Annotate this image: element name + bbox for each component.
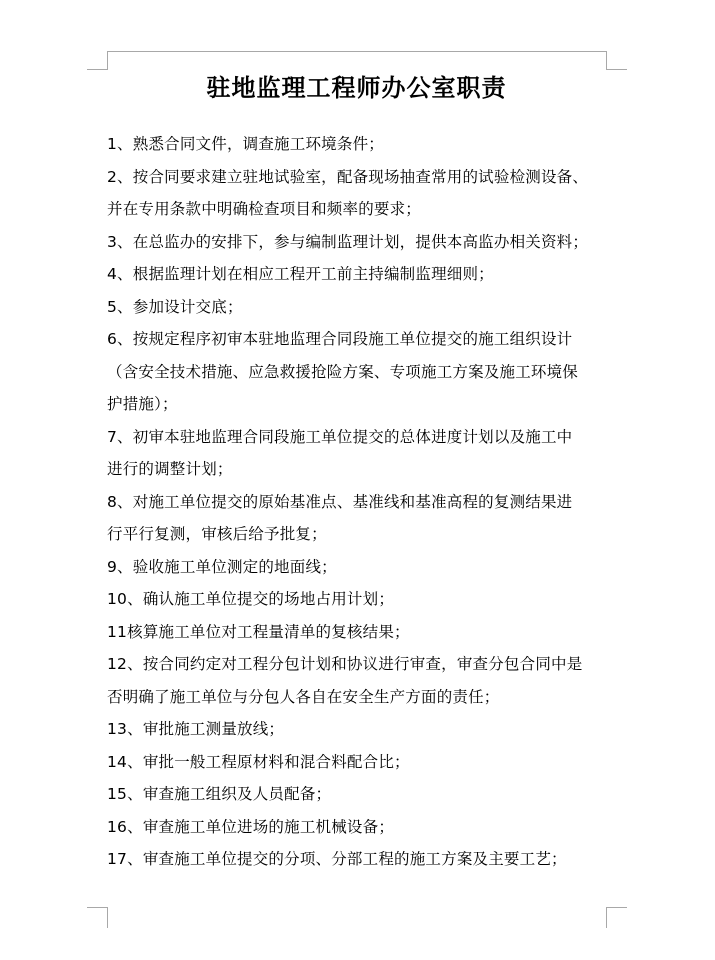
body-line: 否明确了施工单位与分包人各自在安全生产方面的责任； [107,687,500,706]
body-line: 1、熟悉合同文件，调查施工环境条件； [107,135,384,153]
body-line: 4、根据监理计划在相应工程开工前主持编制监理细则； [107,265,494,283]
body-line: 6、按规定程序初审本驻地监理合同段施工单位提交的施工组织设计 [107,330,573,348]
body-line: 并在专用条款中明确检查项目和频率的要求； [107,200,422,218]
body-line: 5、参加设计交底； [107,297,243,316]
margin-corner-bottom-right [606,907,627,928]
body-line: 行平行复测，审核后给予批复； [107,525,327,543]
body-line: 11核算施工单位对工程量清单的复核结果； [107,622,410,641]
body-line: 7、初审本驻地监理合同段施工单位提交的总体进度计划以及施工中 [107,427,573,446]
body-line: 护措施）； [107,395,178,413]
margin-corner-top-right [606,51,627,70]
margin-corner-bottom-left [87,907,108,928]
body-line: 14、审批一般工程原材料和混合料配合比； [107,752,410,771]
body-line: 17、审查施工单位提交的分项、分部工程的施工方案及主要工艺； [107,850,567,868]
body-line: 8、对施工单位提交的原始基准点、基准线和基准高程的复测结果进 [107,492,573,511]
document-body [107,128,617,876]
body-line: 9、验收施工单位测定的地面线； [107,557,337,576]
document-title: 驻地监理工程师办公室职责 [206,73,507,102]
body-line: （含安全技术措施、应急救援抢险方案、专项施工方案及施工环境保 [107,362,579,381]
body-line: 进行的调整计划； [107,460,233,478]
header-margin-line [107,51,606,52]
body-line: 10、确认施工单位提交的场地占用计划； [107,590,395,608]
margin-corner-top-left [87,51,108,70]
body-line: 16、审查施工单位进场的施工机械设备； [107,817,395,836]
body-line: 13、审批施工测量放线； [107,720,285,738]
body-line: 2、按合同要求建立驻地试验室，配备现场抽查常用的试验检测设备、 [107,167,589,186]
body-line: 15、审查施工组织及人员配备； [107,785,332,803]
body-line: 3、在总监办的安排下，参与编制监理计划，提供本高监办相关资料； [107,232,589,251]
body-line: 12、按合同约定对工程分包计划和协议进行审查，审查分包合同中是 [107,655,583,673]
